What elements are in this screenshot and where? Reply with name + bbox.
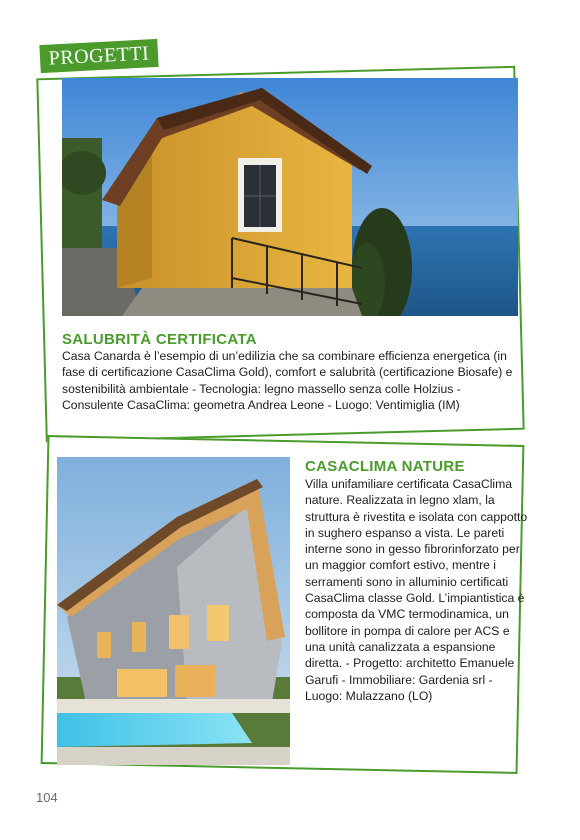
article-title: CASACLIMA NATURE [305,458,465,475]
article-body: Casa Canarda è l’esempio di un’edilizia che sa combinare efficienza energetica (in fase di certificazione CasaClima Gold), comfort e salubrità (certificazione Biosafe) e sostenibilità ambientale - Tecnologia: legno massello senza colle Holzius - Consulente CasaClima: geometra Andrea Leone - Luogo: Ventimiglia (IM) [62,349,513,412]
article-title: SALUBRITÀ CERTIFICATA [62,331,257,348]
article-body: Villa unifamiliare certificata CasaClima nature. Realizzata in legno xlam, la struttura è rivestita e isolata con cappotto in sughero espanso a vista. Le pareti interne sono in gesso fibrorinforzato per un maggior comfort estivo, mentre i serramenti sono in alluminio certificati CasaClima classe Gold. L’impiantistica è composta da VMC termodinamica, un bollitore in pompa di calore per ACS e una unità canalizzata a espansione diretta. - Progetto: architetto Emanuele Garufi - Immobiliare: Gardenia srl - Luogo: Mulazzano (LO) [305,477,528,703]
modern-house-photo [57,457,290,765]
house-sea-photo [62,78,518,316]
page-number: 104 [36,790,58,805]
section-tag: PROGETTI [39,39,158,73]
